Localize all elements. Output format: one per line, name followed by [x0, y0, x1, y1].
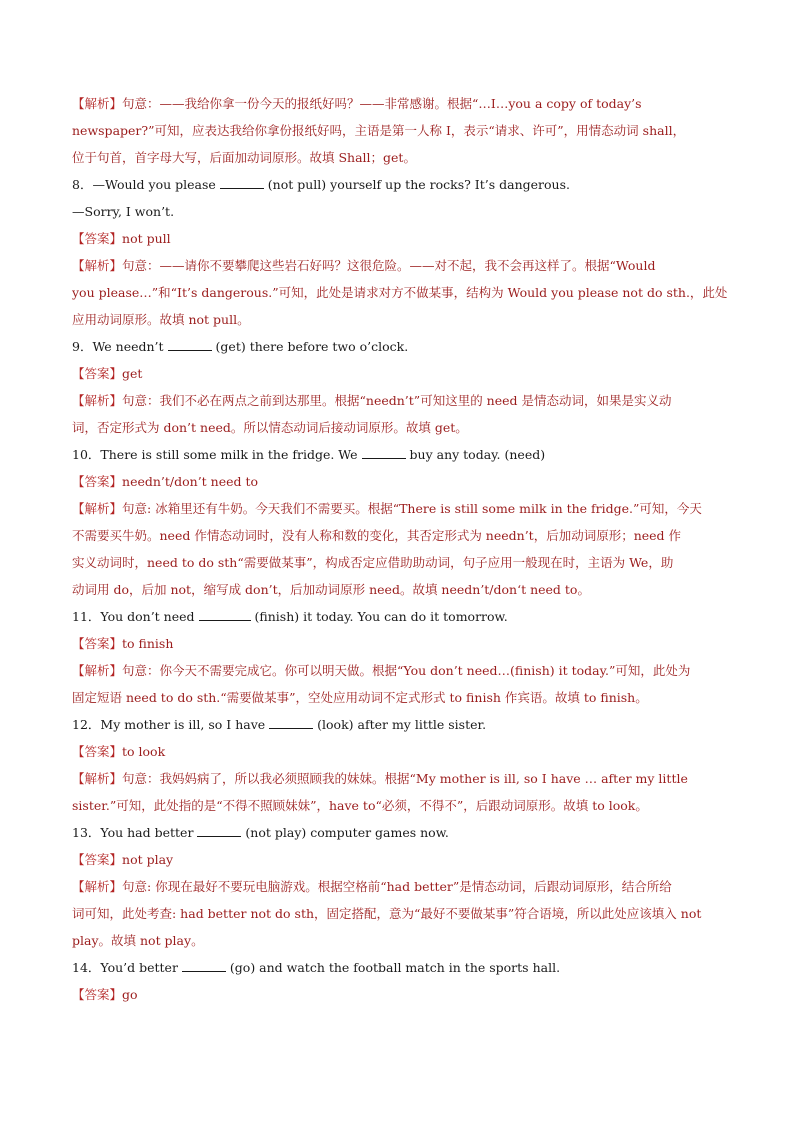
answer-blank	[362, 446, 406, 459]
answer-blank	[182, 959, 226, 972]
q12-analysis-line-1: 【解析】句意：我妈妈病了，所以我必须照顾我的妹妹。根据“My mother is ill, so I have … after my little	[72, 771, 688, 786]
q13-question: 13．You had better (not play) computer games now.	[72, 825, 449, 840]
q13-analysis-line-3: play。故填 not play。	[72, 933, 204, 948]
answer-tag: 【答案】	[72, 744, 123, 759]
q10-analysis-line-3: 实义动词时，need to do sth“需要做某事”，构成否定应借助助动词，句子应用一般现在时，主语为 We，助	[72, 555, 674, 570]
answer-blank	[199, 608, 251, 621]
q11-answer: 【答案】to finish	[72, 636, 174, 651]
answer-tag: 【答案】	[72, 852, 123, 867]
analysis-tag: 【解析】	[72, 96, 123, 111]
q14-question: 14．You’d better (go) and watch the football match in the sports hall.	[72, 960, 561, 975]
q14-answer: 【答案】go	[72, 987, 138, 1002]
q7-analysis-line-3: 位于句首，首字母大写，后面加动词原形。故填 Shall；get。	[72, 150, 416, 165]
q7-analysis-line-1: 【解析】句意：——我给你拿一份今天的报纸好吗？——非常感谢。根据“…I…you a copy of today’s	[72, 96, 642, 111]
q13-answer: 【答案】not play	[72, 852, 174, 867]
analysis-tag: 【解析】	[72, 663, 123, 678]
analysis-tag: 【解析】	[72, 501, 123, 516]
q9-answer: 【答案】get	[72, 366, 143, 381]
q9-question: 9．We needn’t (get) there before two o’clock.	[72, 339, 409, 354]
q10-analysis-line-1: 【解析】句意: 冰箱里还有牛奶。今天我们不需要买。根据“There is still some milk in the fridge.”可知，今天	[72, 501, 702, 516]
q12-analysis-line-2: sister.”可知，此处指的是“不得不照顾妹妹”，have to“必须，不得不”，后跟动词原形。故填 to look。	[72, 798, 648, 813]
q11-analysis-line-2: 固定短语 need to do sth.“需要做某事”，空处应用动词不定式形式 to finish 作宾语。故填 to finish。	[72, 690, 648, 705]
q12-question: 12．My mother is ill, so I have (look) after my little sister.	[72, 717, 487, 732]
q8-question: 8．—Would you please (not pull) yourself up the rocks? It’s dangerous.	[72, 177, 570, 192]
analysis-tag: 【解析】	[72, 258, 123, 273]
answer-blank	[220, 176, 264, 189]
q10-question: 10．There is still some milk in the fridge. We buy any today. (need)	[72, 447, 546, 462]
q10-analysis-line-2: 不需要买牛奶。need 作情态动词时，没有人称和数的变化，其否定形式为 needn’t，后加动词原形；need 作	[72, 528, 682, 543]
q13-analysis-line-2: 词可知，此处考查: had better not do sth，固定搭配，意为“最好不要做某事”符合语境，所以此处应该填入 not	[72, 906, 702, 921]
answer-tag: 【答案】	[72, 987, 123, 1002]
answer-blank	[168, 338, 212, 351]
answer-tag: 【答案】	[72, 231, 123, 246]
q9-analysis-line-2: 词，否定形式为 don’t need。所以情态动词后接动词原形。故填 get。	[72, 420, 468, 435]
answer-blank	[197, 824, 241, 837]
q9-analysis-line-1: 【解析】句意：我们不必在两点之前到达那里。根据“needn’t”可知这里的 need 是情态动词，如果是实义动	[72, 393, 672, 408]
q7-analysis-line-2: newspaper?”可知，应表达我给你拿份报纸好吗，主语是第一人称 I，表示“请求、许可”，用情态动词 shall，	[72, 123, 686, 138]
q13-analysis-line-1: 【解析】句意: 你现在最好不要玩电脑游戏。根据空格前“had better”是情态动词，后跟动词原形，结合所给	[72, 879, 672, 894]
q8-question-line-2: —Sorry, I won’t.	[72, 204, 175, 219]
q8-answer: 【答案】not pull	[72, 231, 171, 246]
answer-tag: 【答案】	[72, 474, 123, 489]
analysis-tag: 【解析】	[72, 879, 123, 894]
q11-question: 11．You don’t need (finish) it today. You can do it tomorrow.	[72, 609, 508, 624]
q8-analysis-line-1: 【解析】句意：——请你不要攀爬这些岩石好吗？这很危险。——对不起，我不会再这样了。根据“Would	[72, 258, 656, 273]
q10-answer: 【答案】needn’t/don’t need to	[72, 474, 259, 489]
answer-blank	[269, 716, 313, 729]
answer-tag: 【答案】	[72, 366, 123, 381]
q10-analysis-line-4: 动词用 do，后加 not，缩写成 don’t，后加动词原形 need。故填 needn’t/don‘t need to。	[72, 582, 590, 597]
q8-analysis-line-3: 应用动词原形。故填 not pull。	[72, 312, 250, 327]
q12-answer: 【答案】to look	[72, 744, 166, 759]
answer-tag: 【答案】	[72, 636, 123, 651]
q8-analysis-line-2: you please…”和“It’s dangerous.”可知，此处是请求对方不做某事，结构为 Would you please not do sth.，此处	[72, 285, 728, 300]
analysis-tag: 【解析】	[72, 771, 123, 786]
analysis-tag: 【解析】	[72, 393, 123, 408]
q11-analysis-line-1: 【解析】句意：你今天不需要完成它。你可以明天做。根据“You don’t need…(finish) it today.”可知，此处为	[72, 663, 691, 678]
